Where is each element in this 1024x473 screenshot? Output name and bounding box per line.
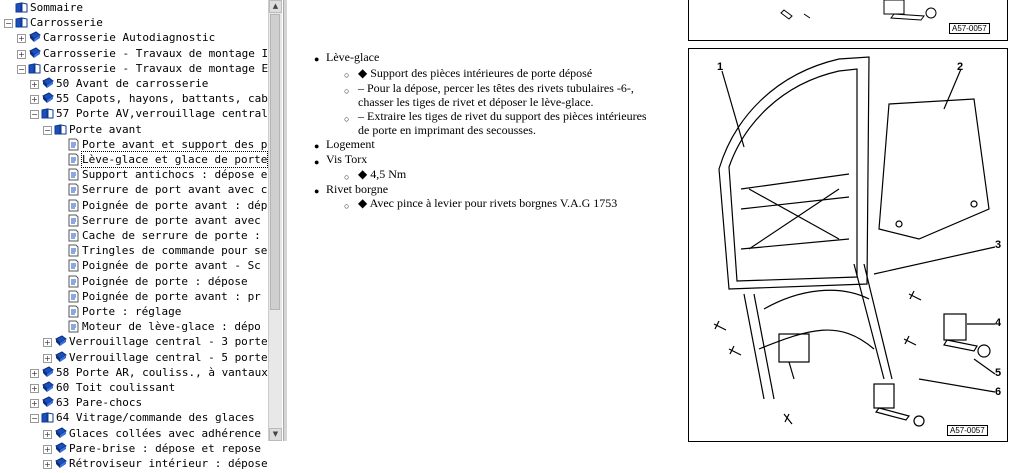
book-icon <box>41 367 54 378</box>
list-item-label: Rivet borgne <box>326 182 389 196</box>
circle-bullet-icon: ○ <box>344 201 350 211</box>
page-icon <box>67 276 80 287</box>
book-icon <box>41 93 54 104</box>
tree-item-label: 55 Capots, hayons, battants, cab <box>56 92 268 106</box>
book-open-icon <box>15 2 28 13</box>
tree-item[interactable] <box>0 167 268 182</box>
book-icon <box>54 443 67 454</box>
tree-item-label: Poignée de porte : dépose <box>82 274 248 288</box>
tree-item-label: Porte : réglage <box>82 305 182 318</box>
bullet-icon: ● <box>314 157 320 167</box>
tree-item-label: 58 Porte AR, couliss., à vantaux <box>56 365 268 379</box>
book-icon <box>54 336 67 347</box>
tree-item[interactable] <box>0 319 268 334</box>
tree-item-label: Tringles de commande pour se <box>82 244 268 258</box>
expand-toggle-icon[interactable]: + <box>31 95 38 105</box>
bullet-icon: ● <box>314 141 320 151</box>
book-icon <box>41 78 54 89</box>
tree-item[interactable] <box>0 228 268 243</box>
tree-item-label: Porte avant et support des p <box>82 137 268 151</box>
callout-number: 1 <box>717 61 724 73</box>
page-icon <box>67 291 80 302</box>
expand-toggle-icon[interactable]: + <box>31 384 38 393</box>
tree-item-label: Carrosserie - Travaux de montage I <box>43 46 269 60</box>
door-window-regulator-drawing <box>689 49 1007 441</box>
book-icon <box>54 458 67 469</box>
tree-item-label: Lève-glace et glace de porte <box>82 153 268 166</box>
tree-item[interactable] <box>0 152 268 167</box>
tree-item[interactable] <box>0 395 268 410</box>
tree-item[interactable] <box>0 61 268 76</box>
page-icon <box>67 215 80 226</box>
tree-item-label: Moteur de lève-glace : dépo <box>82 320 261 334</box>
callout-number: 2 <box>957 61 964 73</box>
tree-item-label: 63 Pare-chocs <box>56 396 143 410</box>
page-icon <box>67 200 80 211</box>
tree-item[interactable] <box>0 137 268 152</box>
list-item-label: Vis Torx <box>326 152 368 166</box>
top-figure-drawing <box>689 0 1007 40</box>
circle-bullet-icon: ○ <box>344 114 350 124</box>
tree-item[interactable] <box>0 46 268 61</box>
bullet-icon: ● <box>314 54 320 64</box>
expand-toggle-icon[interactable]: + <box>31 399 38 409</box>
scroll-down-button[interactable]: ▼ <box>269 428 282 441</box>
circle-bullet-icon: ○ <box>344 86 350 96</box>
page-icon <box>67 321 80 332</box>
expand-toggle-icon[interactable]: + <box>44 353 51 363</box>
page-icon <box>67 230 80 241</box>
tree-item[interactable] <box>0 243 268 258</box>
tree-item-label: Glaces collées avec adhérence <box>69 426 262 440</box>
page-icon <box>67 169 80 180</box>
tree-item-label: Carrosserie - Travaux de montage E <box>43 61 269 75</box>
callout-number: 4 <box>995 317 1002 329</box>
sub-item: ◆ 4,5 Nm <box>358 167 407 181</box>
page-icon <box>67 154 80 165</box>
callout-number: 6 <box>995 386 1002 398</box>
tree-item[interactable] <box>0 365 268 380</box>
tree-item[interactable] <box>0 289 268 304</box>
tree-item-label: Serrure de porte avant avec <box>82 213 261 227</box>
page-icon <box>67 139 80 150</box>
book-icon <box>41 382 54 393</box>
page-icon <box>67 306 80 317</box>
tree-item[interactable] <box>0 76 268 91</box>
expand-toggle-icon[interactable]: + <box>31 80 38 89</box>
tree-item-label: Serrure de port avant avec c <box>82 183 268 197</box>
exploded-view-figure <box>688 48 1008 442</box>
page-icon <box>67 260 80 271</box>
list-item-label: Lève-glace <box>326 50 380 64</box>
collapse-toggle-icon[interactable]: − <box>31 414 38 424</box>
callout-number: 5 <box>995 367 1002 379</box>
tree-item[interactable] <box>0 122 268 137</box>
figure-code-label: A57-0057 <box>949 23 990 34</box>
book-open-icon <box>28 63 41 74</box>
expand-toggle-icon[interactable]: + <box>44 338 51 348</box>
tree-item[interactable] <box>0 198 268 213</box>
book-open-icon <box>41 108 54 119</box>
tree-item-label: Rétroviseur intérieur : dépose <box>69 457 268 470</box>
sub-item: – Pour la dépose, percer les têtes des rivets tubulaires -6-, chasser les tiges de rivet et déposer le lève-glace. <box>358 81 634 109</box>
expand-toggle-icon[interactable]: + <box>44 460 51 469</box>
tree-item-label: Poignée de porte avant : dép <box>82 198 268 212</box>
tree-item-label: Carrosserie <box>30 16 103 30</box>
circle-bullet-icon: ○ <box>344 172 350 182</box>
book-icon <box>54 352 67 363</box>
scroll-up-button[interactable]: ▲ <box>269 0 282 13</box>
tree-scrollbar[interactable] <box>268 0 282 441</box>
sub-item: ◆ Avec pince à levier pour rivets borgnes V.A.G 1753 <box>358 196 618 210</box>
tree-item[interactable] <box>0 426 268 441</box>
page-icon <box>67 245 80 256</box>
list-item-label: Logement <box>326 137 375 151</box>
figure-code-label: A57-0057 <box>947 425 988 436</box>
book-icon <box>54 428 67 439</box>
collapse-toggle-icon[interactable]: − <box>18 64 25 74</box>
tree-item[interactable] <box>0 350 268 365</box>
tree-item-label: Poignée de porte avant : pr <box>82 289 261 303</box>
content-pane <box>286 0 1024 441</box>
book-icon <box>28 48 41 59</box>
expand-toggle-icon[interactable]: + <box>18 49 25 59</box>
tree-item-label: Sommaire <box>30 1 83 14</box>
bullet-icon: ● <box>314 186 320 196</box>
book-open-icon <box>54 124 67 135</box>
tree-item-label: Cache de serrure de porte : <box>82 229 261 242</box>
book-open-icon <box>15 17 28 28</box>
tree-item-label: 50 Avant de carrosserie <box>56 77 209 90</box>
tree-item[interactable] <box>0 213 268 228</box>
tree-item[interactable] <box>0 274 268 289</box>
tree-item-label: 64 Vitrage/commande des glaces <box>56 411 255 425</box>
tree-item[interactable] <box>0 456 268 471</box>
tree-item-label: Carrosserie Autodiagnostic <box>43 31 216 45</box>
book-open-icon <box>41 412 54 423</box>
collapse-toggle-icon[interactable]: − <box>31 110 38 120</box>
book-icon <box>28 32 41 43</box>
tree-item[interactable] <box>0 380 268 395</box>
tree-item[interactable] <box>0 258 268 273</box>
tree-item[interactable] <box>0 30 268 45</box>
tree-item-label: Verrouillage central - 5 porte <box>69 350 268 364</box>
sub-item: ◆ Support des pièces intérieures de porte déposé <box>358 66 593 80</box>
expand-toggle-icon[interactable]: + <box>31 368 38 378</box>
expand-toggle-icon[interactable]: + <box>44 429 51 439</box>
book-icon <box>41 397 54 408</box>
tree-item[interactable] <box>0 441 268 456</box>
navigation-tree <box>0 0 269 470</box>
tree-item-label: 60 Toit coulissant <box>56 381 176 394</box>
tree-item[interactable] <box>0 106 268 121</box>
tree-item-label: Porte avant <box>69 122 142 136</box>
tree-item-label: Pare-brise : dépose et repose <box>69 441 262 455</box>
collapse-toggle-icon[interactable]: − <box>5 19 12 29</box>
scroll-thumb[interactable] <box>270 14 280 310</box>
tree-item-label: Verrouillage central - 3 porte <box>69 335 268 349</box>
collapse-toggle-icon[interactable]: − <box>44 125 51 135</box>
expand-toggle-icon[interactable]: + <box>44 444 51 454</box>
tree-item[interactable] <box>0 334 268 349</box>
page-icon <box>67 184 80 195</box>
tree-item-label: 57 Porte AV,verrouillage central <box>56 107 268 121</box>
tree-item[interactable] <box>0 182 268 197</box>
expand-toggle-icon[interactable]: + <box>18 34 25 44</box>
circle-bullet-icon: ○ <box>344 70 350 80</box>
tree-item[interactable] <box>0 15 268 30</box>
callout-number: 3 <box>995 239 1002 251</box>
tree-item[interactable] <box>0 304 268 319</box>
tree-item[interactable] <box>0 410 268 425</box>
sub-item: – Extraire les tiges de rivet du support des pièces intérieures de porte en imprimant des secousses. <box>358 109 647 137</box>
tree-item-label: Support antichocs : dépose e <box>82 168 268 182</box>
tree-item[interactable] <box>0 0 268 15</box>
top-figure <box>688 0 1008 41</box>
tree-item-label: Poignée de porte avant - Sc <box>82 259 261 273</box>
tree-item[interactable] <box>0 91 268 106</box>
